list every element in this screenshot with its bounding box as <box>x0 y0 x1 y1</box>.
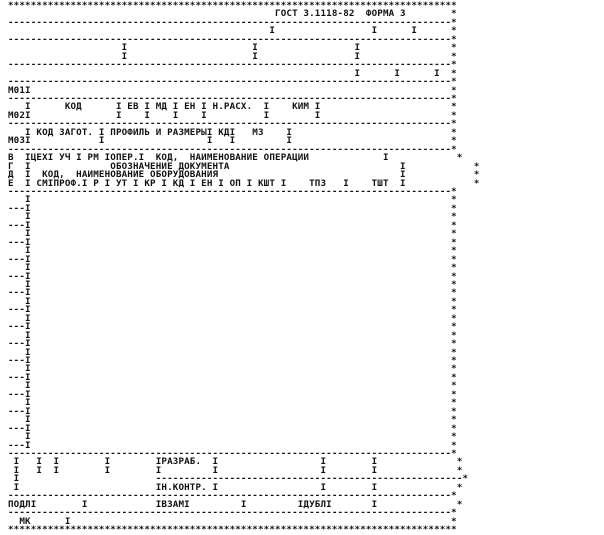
gost-route-card-form-text: ******************************************************************************* ГОСТ 3.1118-82 ФОРМА 3 * ------------------------------------------------------------------------------* I I I * ------------------------------------------------------------------------------* I I I * I I I * ------------------------------------------------------------------------------* I I I * ------------------------------------------------------------------------------* M01I * ------------------------------------------------------------------------------* I КОД I ЕВ I МД I ЕН I Н.РАСХ. I КИМ I * M02I I I I I I I * ------------------------------------------------------------------------------* I КОД ЗАГОТ. I ПРОФИЛЬ И РАЗМЕРЫI КДI МЗ I * M03I I I I I * ------------------------------------------------------------------------------* В IЦЕХI УЧ I РМ IОПЕР.I КОД, НАИМЕНОВАНИЕ ОПЕРАЦИИ I * Г I ОБОЗНАЧЕНИЕ ДОКУМЕНТА I * Д I КОД, НАИМЕНОВАНИЕ ОБОРУДОВАНИЯ I * Е I СМIПРОФ.I Р I УТ I КР I КД I ЕН I ОП I КШТ I ТПЗ I ТШТ I * ------------------------------------------------------------------------------* I * ---I * I * ---I * I * ---I * I * ---I * I * ---I * I * ---I * I * ---I * I * ---I * I * ---I * I * ---I * I * ---I * I * ---I * I * ---I * I * ---I * I * ---I * ------------------------------------------------------------------------------* I I I I IРАЗРАБ. I I I * I I I I I I I I * I ------------------------------------------------------* I IН.КОНТР. I I I * ------------------------------------------------------------------------------* ПОДЛI I IВЗАМI I IДУБЛI I * ------------------------------------------------------------------------------* МК I * ******************************************************************************* <box>8 0 480 535</box>
